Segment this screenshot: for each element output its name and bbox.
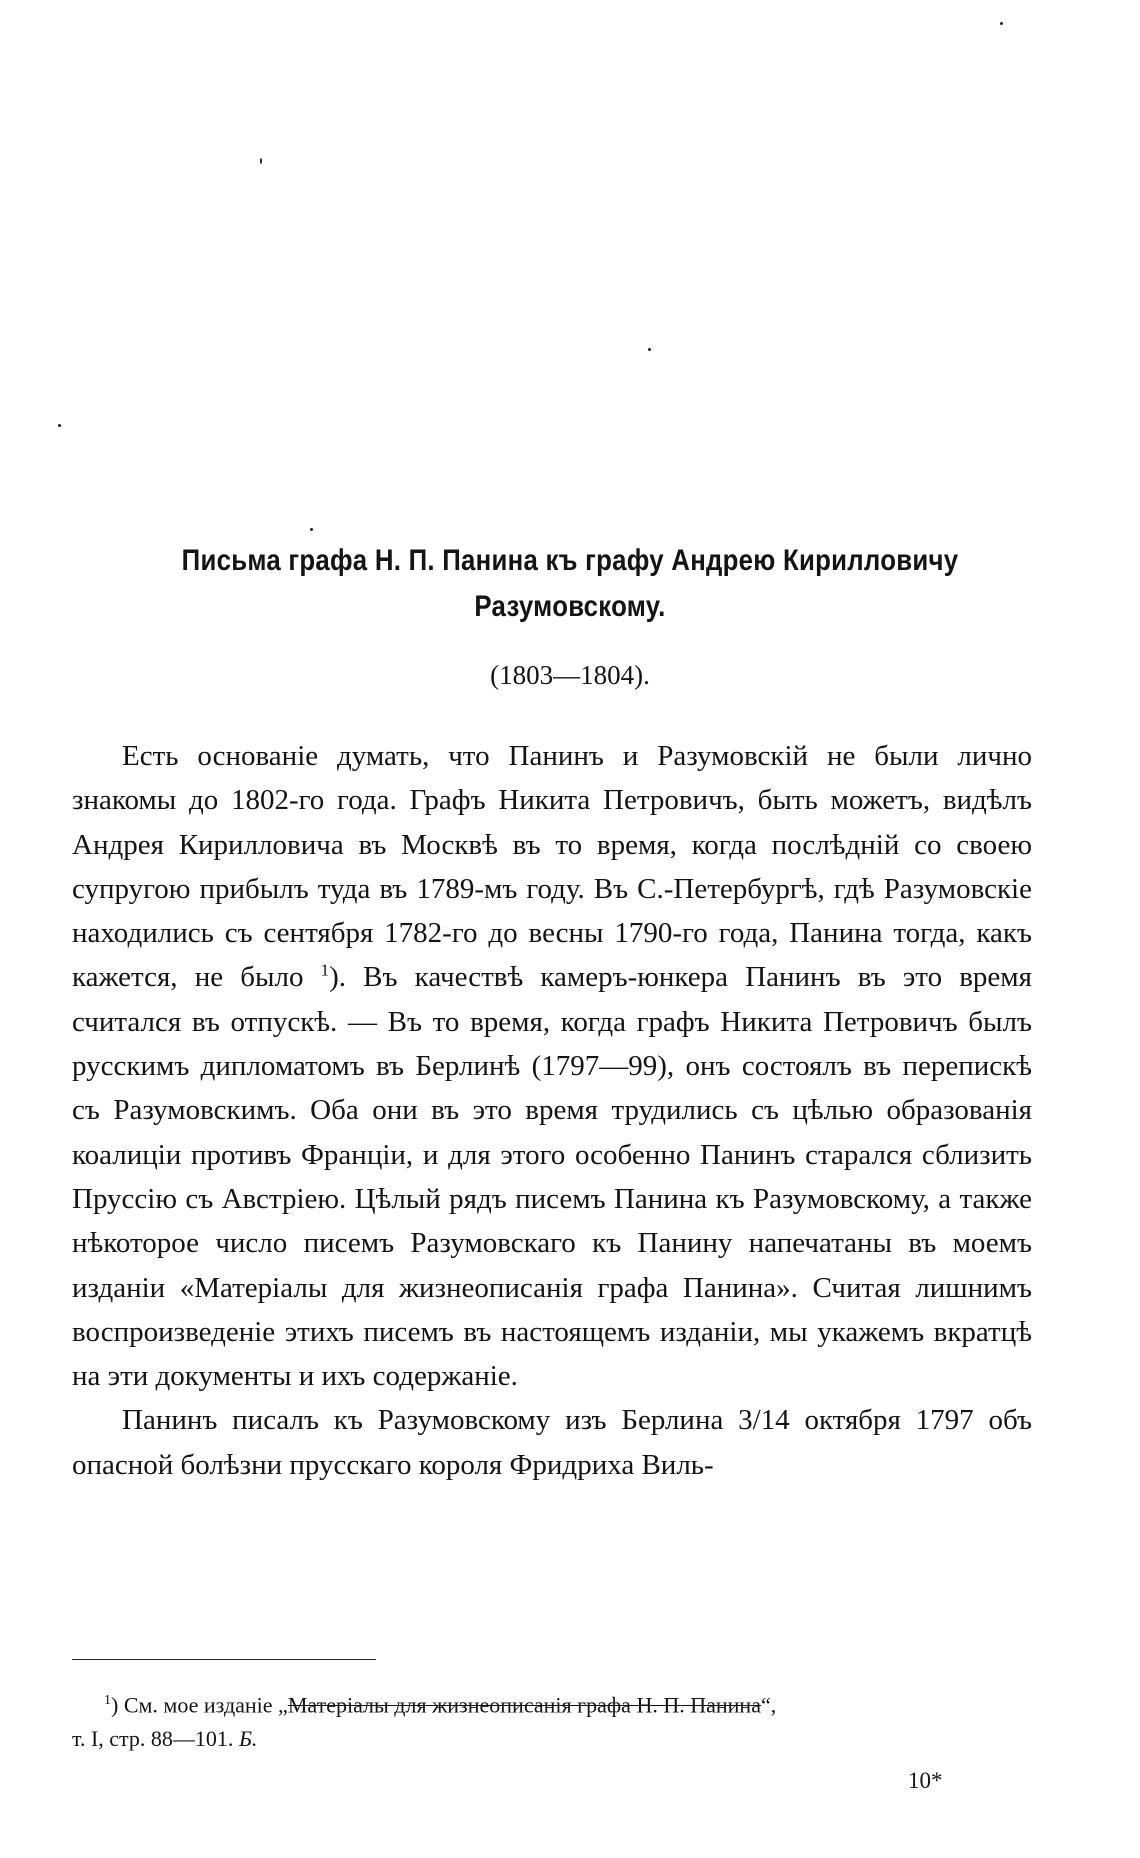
body-text bbox=[72, 734, 1032, 1487]
print-speck bbox=[310, 528, 313, 531]
print-speck bbox=[58, 424, 61, 427]
footnote-divider bbox=[72, 1659, 376, 1660]
footnote-work-title: Матеріалы для жизнеописанія графа Н. П. Панина bbox=[287, 1692, 761, 1718]
title-line-2: Разумовскому. bbox=[474, 590, 666, 623]
page-number: 10* bbox=[908, 1768, 943, 1793]
print-speck bbox=[648, 348, 651, 351]
footnote-line-1 bbox=[72, 1684, 1032, 1722]
footnote-initial: Б. bbox=[238, 1726, 258, 1752]
paragraph bbox=[72, 1398, 1032, 1487]
paragraph bbox=[72, 734, 1032, 1398]
paragraph-text: Панинъ писалъ къ Разумовскому изъ Берлина 3/14 октября 1797 объ опасной болѣзни прусскаго короля Фридриха Виль- bbox=[72, 1404, 1032, 1481]
print-speck bbox=[1000, 22, 1003, 25]
footnote-prefix: ) См. мое изданіе „ bbox=[111, 1692, 288, 1718]
paragraph-text: Есть основаніе думать, что Панинъ и Разумовскій не были лично знакомы до 1802-го года. Графъ Никита Петровичъ, быть можетъ, видѣлъ Андрея Кирилловича въ Москвѣ въ то время, когда послѣдній со своею супругою прибылъ туда въ 1789-мъ году. Въ С.-Петербургѣ, гдѣ Разумовскіе находились съ сентября 1782-го до весны 1790-го года, Панина тогда, какъ кажется, не было bbox=[72, 740, 1032, 994]
footnote-line-2 bbox=[72, 1726, 257, 1751]
footnote-close: “, bbox=[760, 1692, 777, 1718]
footnote-pages: т. I, стр. 88—101. bbox=[72, 1726, 239, 1752]
paragraph-text: ). Въ качествѣ камеръ-юнкера Панинъ въ это время считался въ отпускѣ. — Въ то время, когда графъ Никита Петровичъ былъ русскимъ дипломатомъ въ Берлинѣ (1797—99), онъ состоялъ въ перепискѣ съ Разумовскимъ. Оба они въ это время трудились съ цѣлью образованія коалиціи противъ Франціи, и для этого особенно Панинъ старался сблизить Пруссію съ Австріею. Цѣлый рядъ писемъ Панина къ Разумовскому, а также нѣкоторое число писемъ Разумовскаго къ Панину напечатаны въ моемъ изданіи «Матеріалы для жизнеописанія графа Панина». Считая лишнимъ воспроизведеніе этихъ писемъ въ настоящемъ изданіи, мы укажемъ вкратцѣ на эти документы и ихъ содержаніе. bbox=[72, 961, 1032, 1393]
footnote bbox=[72, 1684, 1032, 1756]
document-title bbox=[140, 538, 1000, 630]
date-range: (1803—1804). bbox=[490, 660, 650, 690]
footnote-reference: 1 bbox=[320, 960, 330, 980]
footnote-marker: 1 bbox=[104, 1693, 111, 1708]
title-line-1: Письма графа Н. П. Панина къ графу Андрею Кирилловичу bbox=[181, 544, 959, 577]
print-speck bbox=[260, 158, 262, 164]
